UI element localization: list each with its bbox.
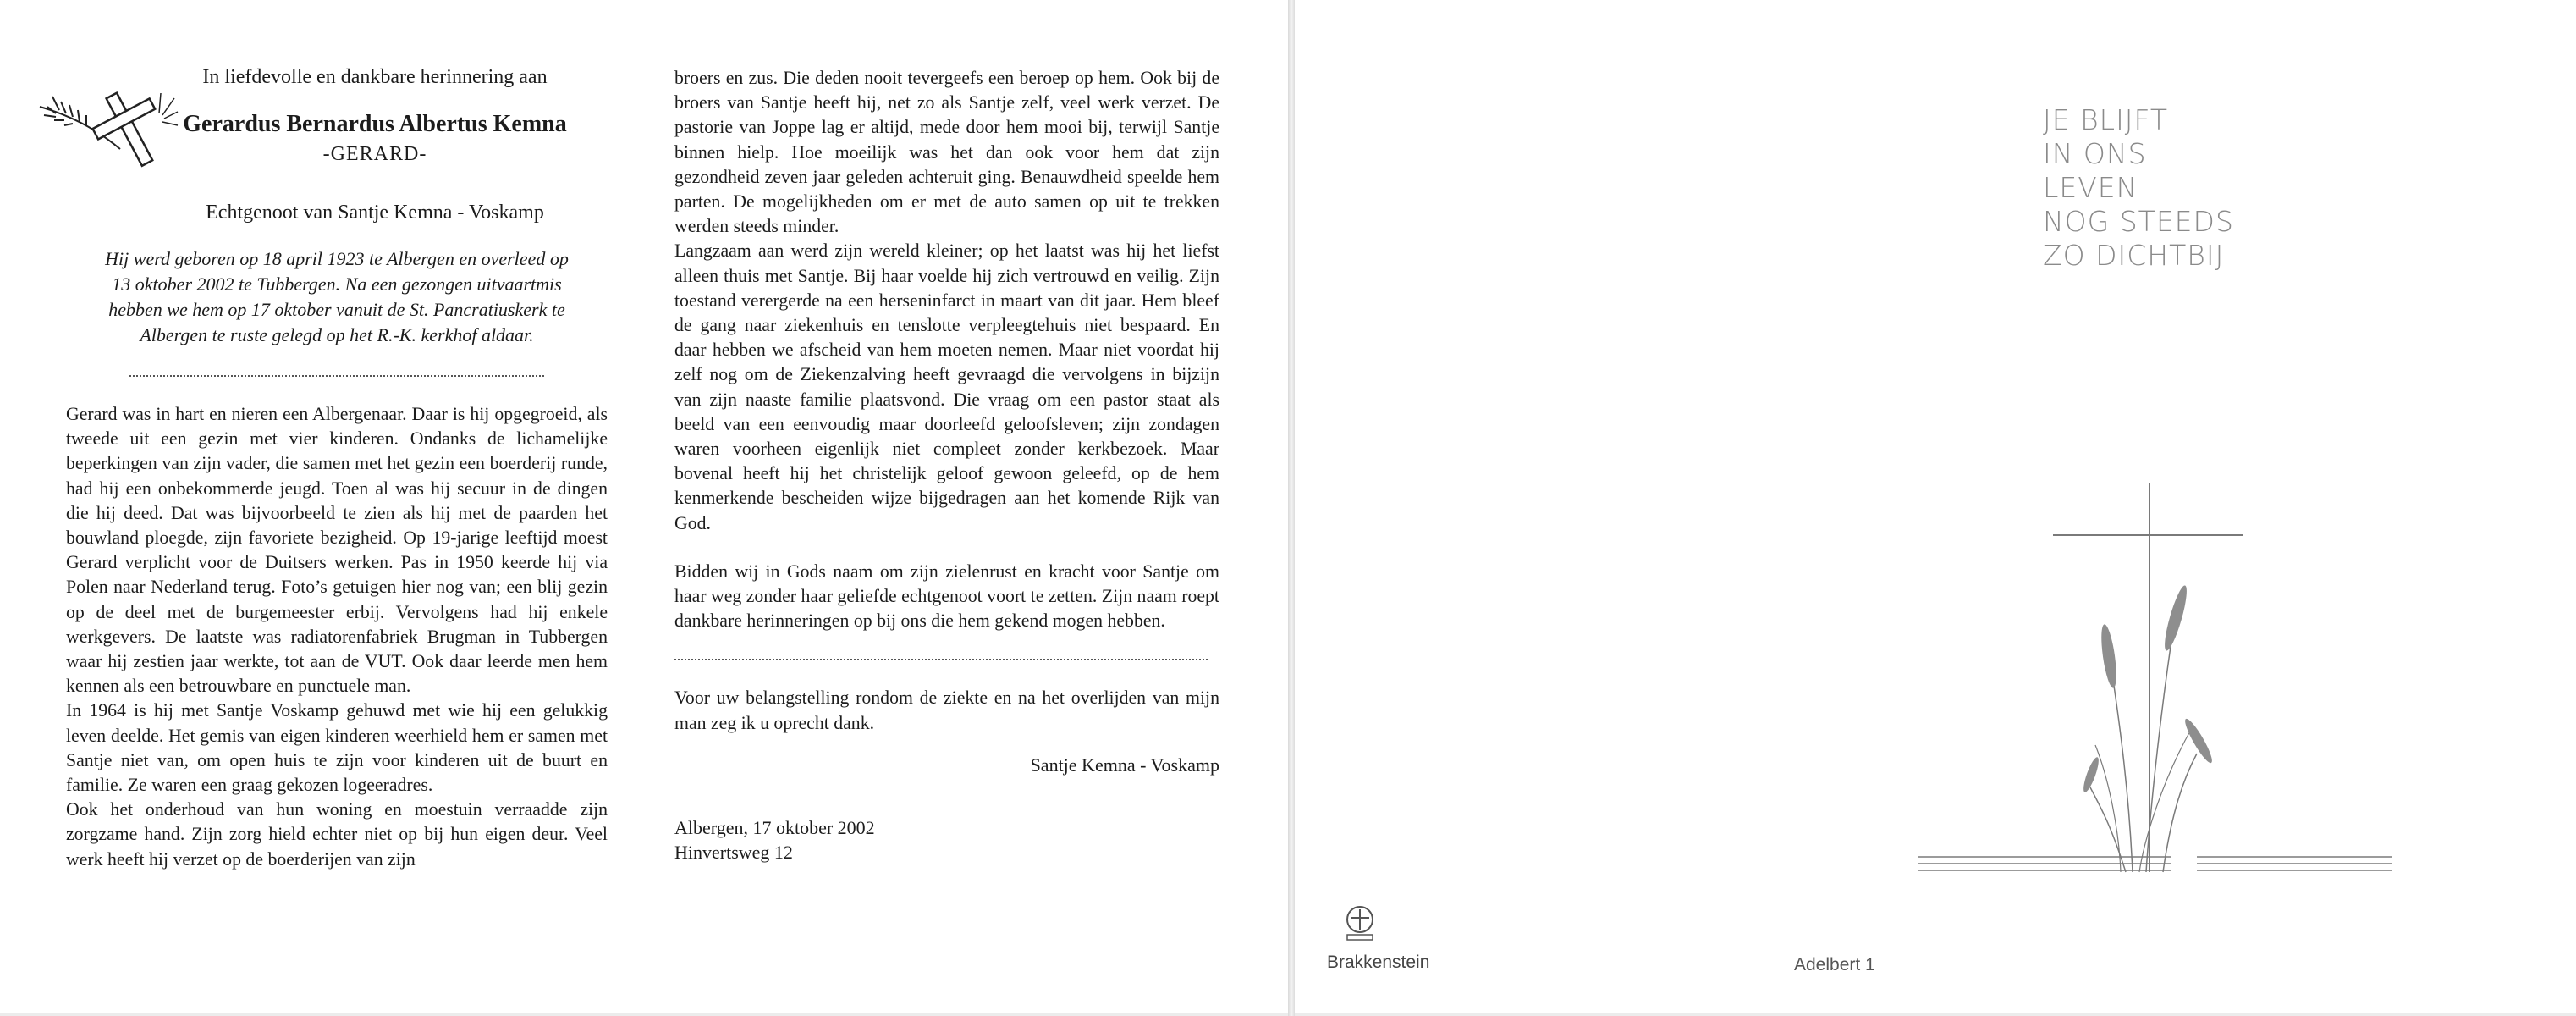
prayer-paragraph: Bidden wij in Gods naam om zijn zielenrust en kracht voor Santje om haar weg zonder haar geliefde echtgenoot voort te zetten. Zijn naam roept dankbare herinneringen op bij ons die hem gekend mogen hebben.	[674, 560, 1219, 632]
birth-death-text	[66, 246, 608, 348]
place-date: Albergen, 17 oktober 2002	[674, 816, 875, 838]
poem-line: NOG STEEDS	[2043, 205, 2234, 238]
memorial-card-cover	[1295, 0, 2576, 1013]
intro-line: In liefdevolle en dankbare herinnering aan	[202, 66, 548, 88]
left-column	[66, 66, 608, 872]
address: Hinvertsweg 12	[674, 841, 793, 863]
deceased-name: Gerardus Bernardus Albertus Kemna	[183, 111, 567, 137]
printer-logo	[1327, 901, 1429, 973]
paragraph: Ook het onderhoud van hun woning en moestuin verraadde zijn zorgzame hand. Zijn zorg hield echter niet op bij hun eigen deur. Veel werk heeft hij verzet op de boerderijen van zijn	[66, 799, 608, 870]
spouse-line: Echtgenoot van Santje Kemna - Voskamp	[206, 202, 544, 224]
signature: Santje Kemna - Voskamp	[1030, 754, 1219, 776]
life-story-left	[66, 402, 608, 872]
nickname: -GERARD-	[322, 143, 427, 165]
memorial-card-inner-spread	[0, 0, 1288, 1013]
poem-line: JE BLIJFT	[2043, 103, 2169, 136]
paragraph: Gerard was in hart en nieren een Albergenaar. Daar is hij opgegroeid, als tweede uit een gezin met vier kinderen. Ondanks de lichamelijke beperkingen van zijn vader, die samen met het gezin een boerderij runde, had hij een onbekommerde jeugd. Toen al was hij secuur in de dingen die hij deed. Dat was bijvoorbeeld te zien als hij met de paarden het bouwland ploegde, zijn favoriete bezigheid. Op 19-jarige leeftijd moest Gerard verplicht voor de Duitsers werken. Pas in 1950 keerde hij via Polen naar Nederland terug. Foto’s getuigen hier nog van; een blij gezin op de deel met de burgemeester erbij. Vervolgens had hij enkele werkgevers. De laatste was radiatorenfabriek Brugman in Tubbergen waar hij zestien jaar werkte, tot aan de VUT. Ook daar leerde men hem kennen als een betrouwbare en punctuele man.	[66, 404, 608, 697]
birth-line: 13 oktober 2002 te Tubbergen. Na een gezongen uitvaartmis	[112, 273, 562, 295]
dotted-divider	[129, 373, 544, 377]
birth-line: Albergen te ruste gelegd op het R.-K. kerkhof aldaar.	[140, 324, 534, 345]
printer-name: Brakkenstein	[1327, 952, 1430, 972]
life-story-right	[674, 66, 1219, 633]
card-fold	[1288, 0, 1295, 1016]
poem-line: LEVEN	[2043, 171, 2138, 204]
poem-line: IN ONS	[2043, 137, 2147, 170]
poem-text	[2043, 103, 2234, 273]
cross-wheat-illustration	[1918, 474, 2392, 881]
brakkenstein-logo-icon	[1339, 901, 1381, 943]
dotted-divider	[674, 657, 1208, 660]
place-and-address	[674, 815, 1219, 864]
poem-line: ZO DICHTBIJ	[2043, 239, 2225, 272]
paragraph: In 1964 is hij met Santje Voskamp gehuwd met wie hij een gelukkig leven deelde. Het gemis van eigen kinderen weerhield hem er samen met Santje niet van, om open huis te zijn voor kinderen uit de buurt en familie. Ze waren een graag gekozen logeeradres.	[66, 700, 608, 796]
paragraph: Langzaam aan werd zijn wereld kleiner; op het laatst was hij het liefst alleen thuis met Santje. Bij haar voelde hij zich vertrouwd en veilig. Zijn toestand verergerde na een herseninfarct in maart van dit jaar. Hem bleef de gang naar ziekenhuis en tenslotte verpleegtehuis niet bespaard. En daar hebben we afscheid van hem moeten nemen. Maar niet voordat hij zelf nog om de Ziekenzalving heeft gevraagd die vervolgens in bijzijn van zijn naaste familie plaatsvond. Die vraag om een pastor staat als beeld van een eenvoudig maar doorleefd geloofsleven; zijn zondagen waren voorheen eigenlijk niet compleet zonder kerkbezoek. Maar bovenal heeft hij het christelijk geloof gewoon geleefd, op de hem kenmerkende bescheiden wijze bijgedragen aan het komende Rijk van God.	[674, 240, 1219, 533]
card-code: Adelbert 1	[1794, 955, 1875, 975]
birth-line: Hij werd geboren op 18 april 1923 te Albergen en overleed op	[105, 248, 569, 269]
paragraph: broers en zus. Die deden nooit tevergeefs een beroep op hem. Ook bij de broers van Santje heeft hij, net zo als Santje zelf, veel werk verzet. De pastorie van Joppe lag er altijd, mede door hem mooi bij, terwijl Santje binnen hielp. Hoe moeilijk was het dan ook voor hem dat zijn gezondheid zeven jaar geleden achteruit ging. Benauwdheid speelde hem parten. De mogelijkheden om er met de auto samen op uit te trekken werden steeds minder.	[674, 68, 1219, 237]
birth-line: hebben we hem op 17 oktober vanuit de St. Pancratiuskerk te	[108, 299, 565, 320]
thanks-paragraph: Voor uw belangstelling rondom de ziekte en na het overlijden van mijn man zeg ik u oprecht dank.	[674, 687, 1219, 733]
right-column	[674, 66, 1219, 864]
